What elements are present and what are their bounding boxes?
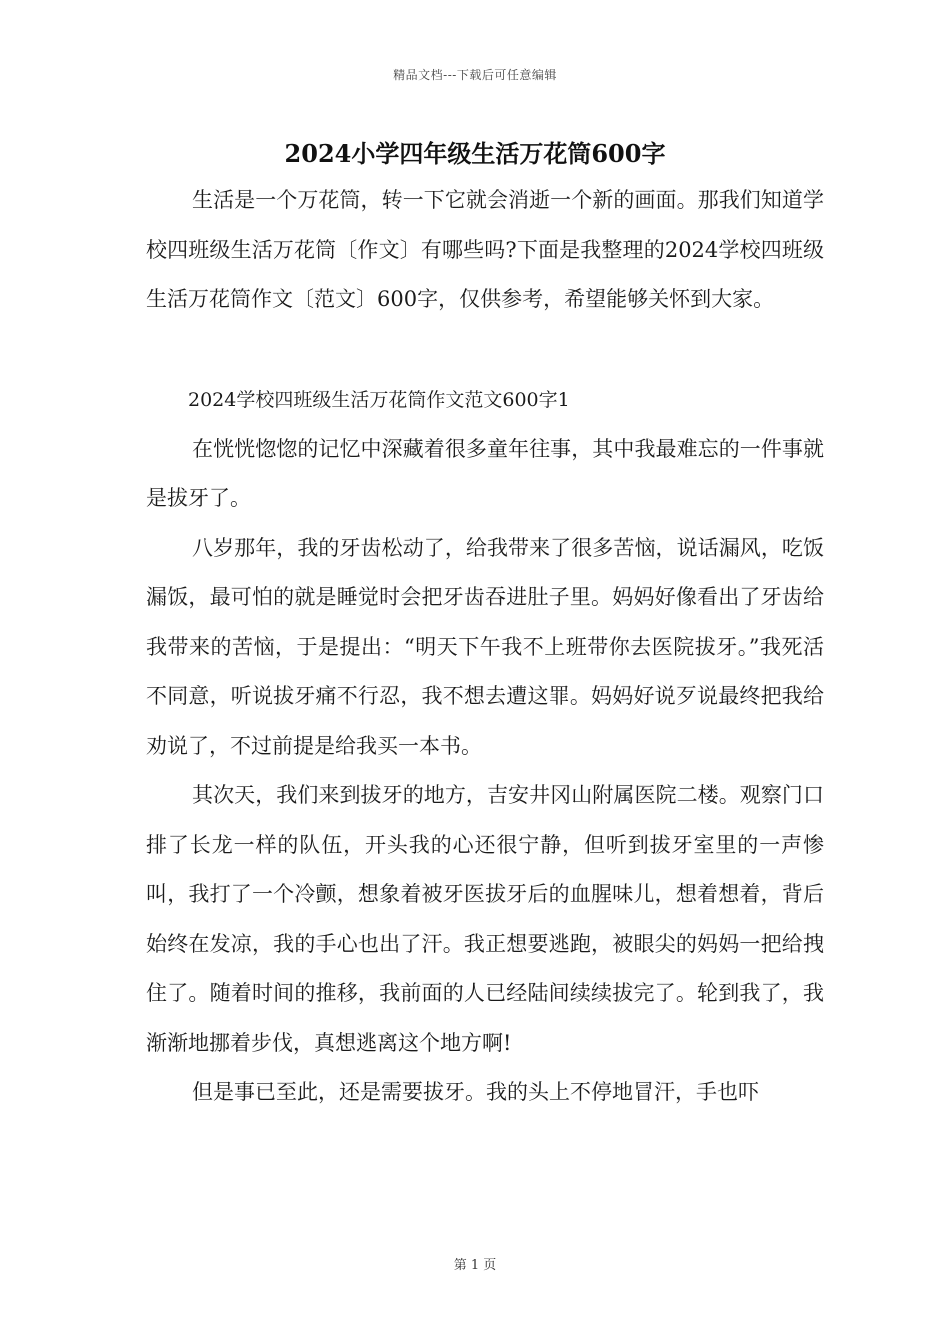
intro-paragraph: 生活是一个万花筒，转一下它就会消逝一个新的画面。那我们知道学校四班级生活万花筒〔作文〕有哪些吗?下面是我整理的2024学校四班级生活万花筒作文〔范文〕600字，仅供参考，希望能够关怀到大家。 [146, 188, 824, 311]
body-paragraph: 八岁那年，我的牙齿松动了，给我带来了很多苦恼，说话漏风，吃饭漏饭，最可怕的就是睡觉时会把牙齿吞进肚子里。妈妈好像看出了牙齿给我带来的苦恼，于是提出：“明天下午我不上班带你去医院拔牙。”我死活不同意，听说拔牙痛不行忍，我不想去遭这罪。妈妈好说歹说最终把我给劝说了，不过前提是给我买一本书。 [146, 535, 824, 758]
page-number: 第 1 页 [453, 1258, 497, 1273]
document-body [146, 176, 824, 1118]
body-paragraph: 但是事已至此，还是需要拔牙。我的头上不停地冒汗，手也吓 [192, 1080, 759, 1104]
document-title: 2024小学四年级生活万花筒600字 [284, 139, 666, 168]
section-heading: 2024学校四班级生活万花筒作文范文600字1 [188, 388, 570, 411]
body-paragraph: 在恍恍惚惚的记忆中深藏着很多童年往事，其中我最难忘的一件事就是拔牙了。 [146, 436, 824, 510]
body-paragraph: 其次天，我们来到拔牙的地方，吉安井冈山附属医院二楼。观察门口排了长龙一样的队伍，开头我的心还很宁静，但听到拔牙室里的一声惨叫，我打了一个冷颤，想象着被牙医拔牙后的血腥味儿，想着想着，背后始终在发凉，我的手心也出了汗。我正想要逃跑，被眼尖的妈妈一把给拽住了。随着时间的推移，我前面的人已经陆间续续拔完了。轮到我了，我渐渐地挪着步伐，真想逃离这个地方啊! [146, 783, 824, 1055]
header-note: 精品文档---下载后可任意编辑 [393, 68, 557, 82]
paragraph-spacer [146, 325, 824, 375]
